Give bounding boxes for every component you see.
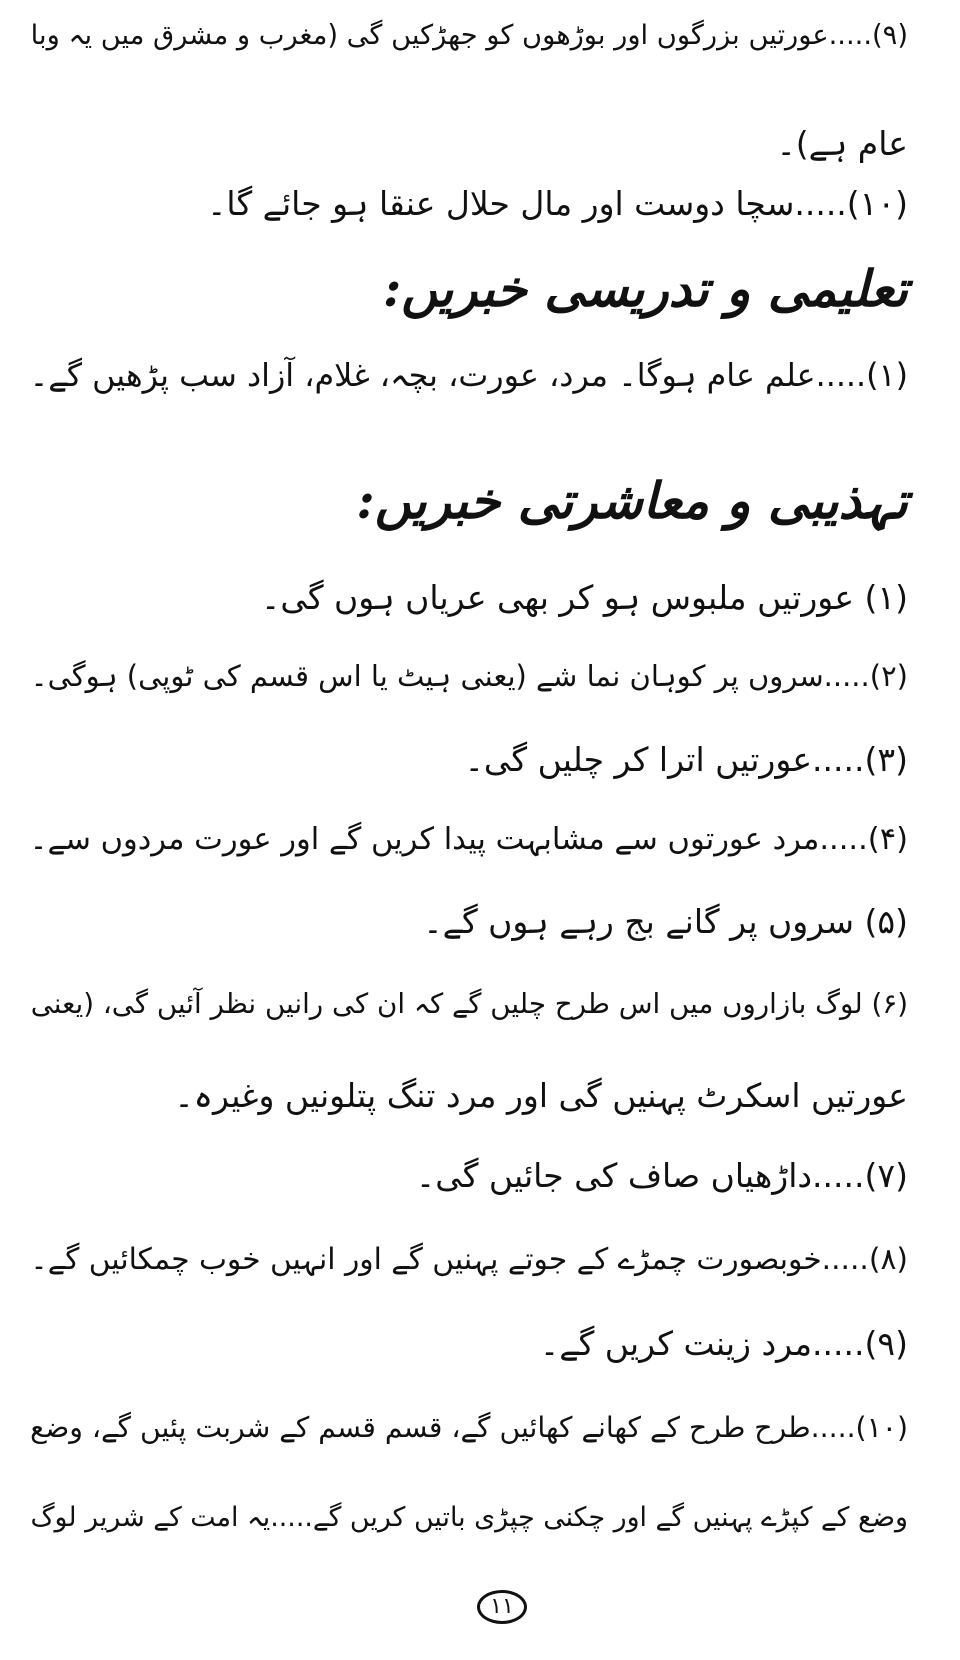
text-line: وضع کے کپڑے پہنیں گے اور چکنی چپڑی باتیں کریں گے.....یہ امت کے شریر لوگ xyxy=(30,1502,908,1533)
text-line: عورتیں اسکرٹ پہنیں گی اور مرد تنگ پتلونیں وغیرہ۔ xyxy=(174,1076,908,1115)
section-heading: تعلیمی و تدریسی خبریں: xyxy=(382,259,908,318)
text-line: (۶) لوگ بازاروں میں اس طرح چلیں گے کہ ان کی رانیں نظر آئیں گی، (یعنی xyxy=(30,987,908,1020)
text-line: (۷).....داڑھیاں صاف کی جائیں گی۔ xyxy=(415,1156,908,1195)
text-line: (۵) سروں پر گانے بج رہے ہوں گے۔ xyxy=(423,902,908,941)
text-line: (۳).....عورتیں اترا کر چلیں گی۔ xyxy=(464,740,908,779)
text-line: (۲).....سروں پر کوہان نما شے (یعنی ہیٹ یا اس قسم کی ٹوپی) ہوگی۔ xyxy=(30,659,908,693)
text-line: (۸).....خوبصورت چمڑے کے جوتے پہنیں گے اور انہیں خوب چمکائیں گے۔ xyxy=(30,1242,908,1277)
text-line: (۱) عورتیں ملبوس ہو کر بھی عریاں ہوں گی۔ xyxy=(261,578,908,617)
text-line: عام ہے)۔ xyxy=(776,124,908,163)
section-heading: تہذیبی و معاشرتی خبریں: xyxy=(356,471,908,530)
text-line: (۹).....مرد زینت کریں گے۔ xyxy=(539,1324,908,1363)
text-line: (۹).....عورتیں بزرگوں اور بوڑھوں کو جھڑکیں گی (مغرب و مشرق میں یہ وبا xyxy=(30,20,908,51)
text-line: (۱۰).....طرح طرح کے کھانے کھائیں گے، قسم قسم کے شربت پئیں گے، وضع xyxy=(30,1411,908,1444)
text-line: (۱).....علم عام ہوگا۔ مرد، عورت، بچہ، غلام، آزاد سب پڑھیں گے۔ xyxy=(29,358,908,394)
text-line: (۴).....مرد عورتوں سے مشابہت پیدا کریں گے اور عورت مردوں سے۔ xyxy=(29,822,908,857)
page-number-badge: ١١ xyxy=(477,1590,527,1624)
text-line: (۱۰).....سچا دوست اور مال حلال عنقا ہو جائے گا۔ xyxy=(207,184,908,223)
